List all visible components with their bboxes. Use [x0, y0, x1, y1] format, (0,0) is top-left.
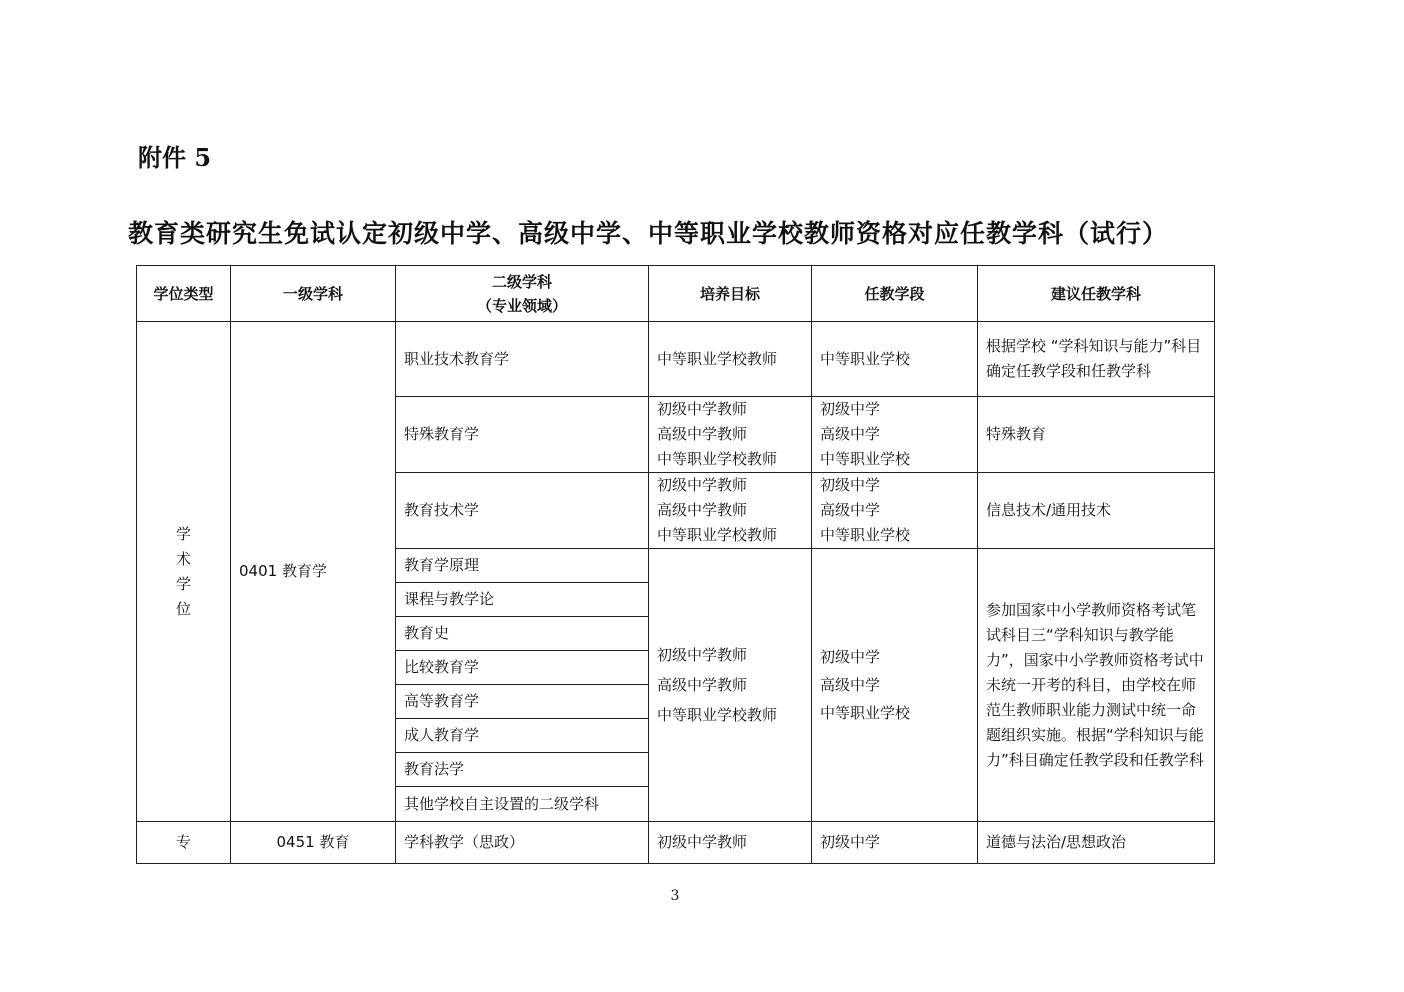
second-level-subject: 成人教育学	[396, 719, 649, 753]
training-goal	[649, 397, 812, 473]
second-level-subject: 比较教育学	[396, 651, 649, 685]
training-goal: 初级中学教师	[649, 822, 812, 864]
goal-line: 高级中学教师	[657, 676, 748, 694]
goal-line: 中等职业学校教师	[657, 526, 778, 544]
degree-type-academic	[137, 322, 231, 822]
degree-char: 学	[175, 574, 191, 593]
document-title: 教育类研究生免试认定初级中学、高级中学、中等职业学校教师资格对应任教学科（试行）	[128, 219, 1169, 248]
teaching-stage: 初级中学	[812, 822, 978, 864]
stage-line: 中等职业学校	[820, 704, 911, 722]
table-row	[137, 322, 1215, 397]
goal-line: 初级中学教师	[657, 646, 748, 664]
header-stage: 任教学段	[812, 266, 978, 322]
second-level-subject: 特殊教育学	[396, 397, 649, 473]
table-row	[137, 822, 1215, 864]
goal-line: 中等职业学校教师	[657, 450, 778, 468]
stage-line: 高级中学	[820, 676, 881, 694]
stage-line: 初级中学	[820, 648, 881, 666]
attachment-label: 附件 5	[138, 143, 212, 172]
second-level-subject: 职业技术教育学	[396, 322, 649, 397]
recommended-subject: 参加国家中小学教师资格考试笔试科目三“学科知识与教学能力”，国家中小学教师资格考试中未统一开考的科目，由学校在师范生教师职业能力测试中统一命题组织实施。根据“学科知识与能力”科目确定任教学段和任教学科	[978, 549, 1215, 822]
header-second-level-line2: （专业领域）	[476, 296, 567, 315]
goal-line: 中等职业学校教师	[657, 349, 778, 368]
header-subject: 建议任教学科	[978, 266, 1215, 322]
second-level-subject: 课程与教学论	[396, 583, 649, 617]
goal-line: 初级中学教师	[657, 476, 748, 494]
header-second-level-line1: 二级学科	[491, 272, 552, 291]
second-level-subject: 教育法学	[396, 753, 649, 787]
second-level-subject: 教育学原理	[396, 549, 649, 583]
training-goal	[649, 473, 812, 549]
stage-line: 初级中学	[820, 400, 881, 418]
second-level-subject: 学科教学（思政）	[396, 822, 649, 864]
second-level-subject: 高等教育学	[396, 685, 649, 719]
training-goal	[649, 322, 812, 397]
stage-line: 中等职业学校	[820, 526, 911, 544]
goal-line: 中等职业学校教师	[657, 706, 778, 724]
first-level-subject: 0451 教育	[231, 822, 396, 864]
stage-line: 初级中学	[820, 476, 881, 494]
first-level-subject: 0401 教育学	[231, 322, 396, 822]
stage-line: 高级中学	[820, 425, 881, 443]
second-level-subject: 其他学校自主设置的二级学科	[396, 787, 649, 822]
header-row	[137, 266, 1215, 322]
goal-line: 初级中学教师	[657, 400, 748, 418]
degree-char: 术	[175, 549, 191, 568]
teaching-stage	[812, 397, 978, 473]
second-level-subject: 教育技术学	[396, 473, 649, 549]
recommended-subject: 道德与法治/思想政治	[978, 822, 1215, 864]
stage-line: 高级中学	[820, 501, 881, 519]
teaching-stage	[812, 322, 978, 397]
page-number: 3	[670, 888, 680, 904]
second-level-subject: 教育史	[396, 617, 649, 651]
degree-char: 位	[175, 599, 191, 618]
recommended-subject: 信息技术/通用技术	[978, 473, 1215, 549]
training-goal	[649, 549, 812, 822]
goal-line: 高级中学教师	[657, 425, 748, 443]
recommended-subject: 根据学校 “学科知识与能力”科目确定任教学段和任教学科	[978, 322, 1215, 397]
header-first-level: 一级学科	[231, 266, 396, 322]
teaching-stage	[812, 473, 978, 549]
degree-type-professional: 专	[137, 822, 231, 864]
header-second-level	[396, 266, 649, 322]
header-degree-type: 学位类型	[137, 266, 231, 322]
subject-table	[136, 265, 1215, 864]
recommended-subject: 特殊教育	[978, 397, 1215, 473]
degree-char: 学	[175, 524, 191, 543]
header-goal: 培养目标	[649, 266, 812, 322]
stage-line: 中等职业学校	[820, 349, 911, 368]
goal-line: 高级中学教师	[657, 501, 748, 519]
stage-line: 中等职业学校	[820, 450, 911, 468]
teaching-stage	[812, 549, 978, 822]
